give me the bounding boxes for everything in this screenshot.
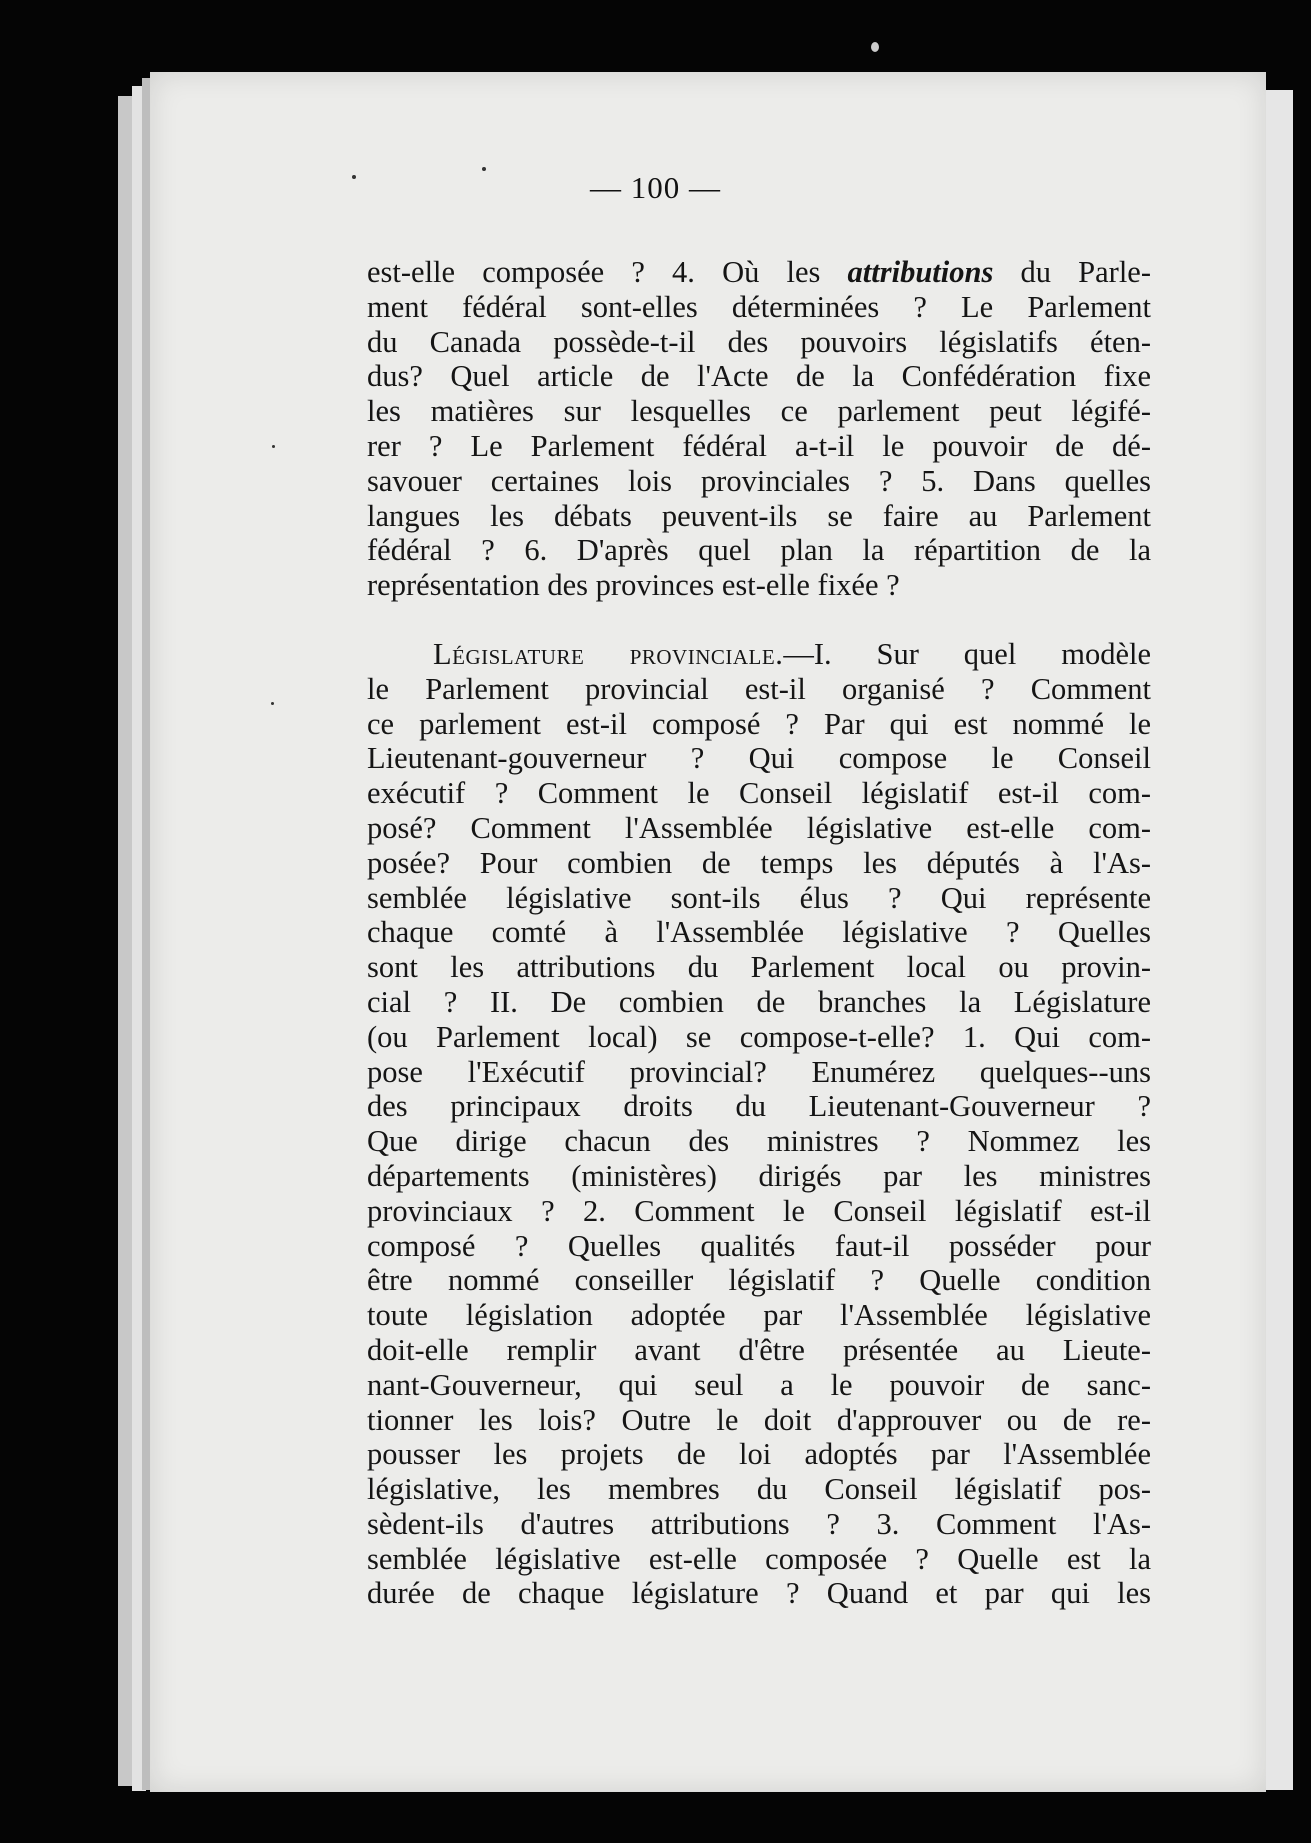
text-line: langues les débats peuvent-ils se faire au Parlement xyxy=(367,498,1151,533)
text-line: dus? Quel article de l'Acte de la Confédération fixe xyxy=(367,359,1151,394)
italic-term: attributions xyxy=(847,255,994,289)
speck xyxy=(871,42,879,52)
text-line: doit-elle remplir avant d'être présentée au Lieute- xyxy=(367,1332,1151,1367)
page-edge-right xyxy=(1262,90,1293,1790)
text-line: fédéral ? 6. D'après quel plan la répartition de la xyxy=(367,533,1151,568)
text-line: cial ? II. De combien de branches la Législature xyxy=(367,984,1151,1019)
text-line: chaque comté à l'Assemblée législative ? Quelles xyxy=(367,915,1151,950)
body-text xyxy=(367,255,1151,1611)
text-segment: du Parle- xyxy=(993,255,1151,289)
text-line: législative, les membres du Conseil législatif pos- xyxy=(367,1472,1151,1507)
text-line: savouer certaines lois provinciales ? 5. Dans quelles xyxy=(367,463,1151,498)
text-line: posée? Pour combien de temps les députés à l'As- xyxy=(367,845,1151,880)
text-line: semblée législative est-elle composée ? Quelle est la xyxy=(367,1541,1151,1576)
text-line: pose l'Exécutif provincial? Enumérez quelques--uns xyxy=(367,1054,1151,1089)
text-line: sont les attributions du Parlement local ou provin- xyxy=(367,950,1151,985)
text-line: du Canada possède-t-il des pouvoirs législatifs éten- xyxy=(367,324,1151,359)
text-line: ment fédéral sont-elles déterminées ? Le Parlement xyxy=(367,289,1151,324)
text-line: des principaux droits du Lieutenant-Gouverneur ? xyxy=(367,1089,1151,1124)
text-line: ce parlement est-il composé ? Par qui est nommé le xyxy=(367,706,1151,741)
text-segment: est-elle composée ? 4. Où les xyxy=(367,255,848,289)
text-line: provinciaux ? 2. Comment le Conseil législatif est-il xyxy=(367,1193,1151,1228)
text-line: le Parlement provincial est-il organisé ? Comment xyxy=(367,671,1151,706)
text-line: composé ? Quelles qualités faut-il posséder pour xyxy=(367,1228,1151,1263)
speck xyxy=(272,445,275,448)
text-line: Que dirige chacun des ministres ? Nommez les xyxy=(367,1124,1151,1159)
text-line: nant-Gouverneur, qui seul a le pouvoir de sanc- xyxy=(367,1367,1151,1402)
text-line: (ou Parlement local) se compose-t-elle? 1. Qui com- xyxy=(367,1019,1151,1054)
text-line: semblée législative sont-ils élus ? Qui représente xyxy=(367,880,1151,915)
text-segment: —I. Sur quel modèle xyxy=(783,636,1151,671)
text-line: être nommé conseiller législatif ? Quelle condition xyxy=(367,1263,1151,1298)
text-line: pousser les projets de loi adoptés par l'Assemblée xyxy=(367,1437,1151,1472)
text-line: les matières sur lesquelles ce parlement peut légifé- xyxy=(367,394,1151,429)
page-number: — 100 — xyxy=(590,170,721,205)
text-line: Lieutenant-gouverneur ? Qui compose le Conseil xyxy=(367,741,1151,776)
text-line: sèdent-ils d'autres attributions ? 3. Comment l'As- xyxy=(367,1506,1151,1541)
text-line: durée de chaque législature ? Quand et par qui les xyxy=(367,1576,1151,1611)
paragraph-gap xyxy=(367,603,1151,637)
text-line: exécutif ? Comment le Conseil législatif est-il com- xyxy=(367,776,1151,811)
section-heading: Législature provinciale. xyxy=(433,636,784,671)
text-line: représentation des provinces est-elle fixée ? xyxy=(367,568,900,603)
speck xyxy=(271,702,274,705)
text-line: départements (ministères) dirigés par les ministres xyxy=(367,1158,1151,1193)
text-line xyxy=(367,255,1151,290)
text-line: posé? Comment l'Assemblée législative est-elle com- xyxy=(367,810,1151,845)
text-line xyxy=(367,637,1151,672)
text-line: toute législation adoptée par l'Assemblée législative xyxy=(367,1298,1151,1333)
text-line: tionner les lois? Outre le doit d'approuver ou de re- xyxy=(367,1402,1151,1437)
text-line: rer ? Le Parlement fédéral a-t-il le pouvoir de dé- xyxy=(367,428,1151,463)
